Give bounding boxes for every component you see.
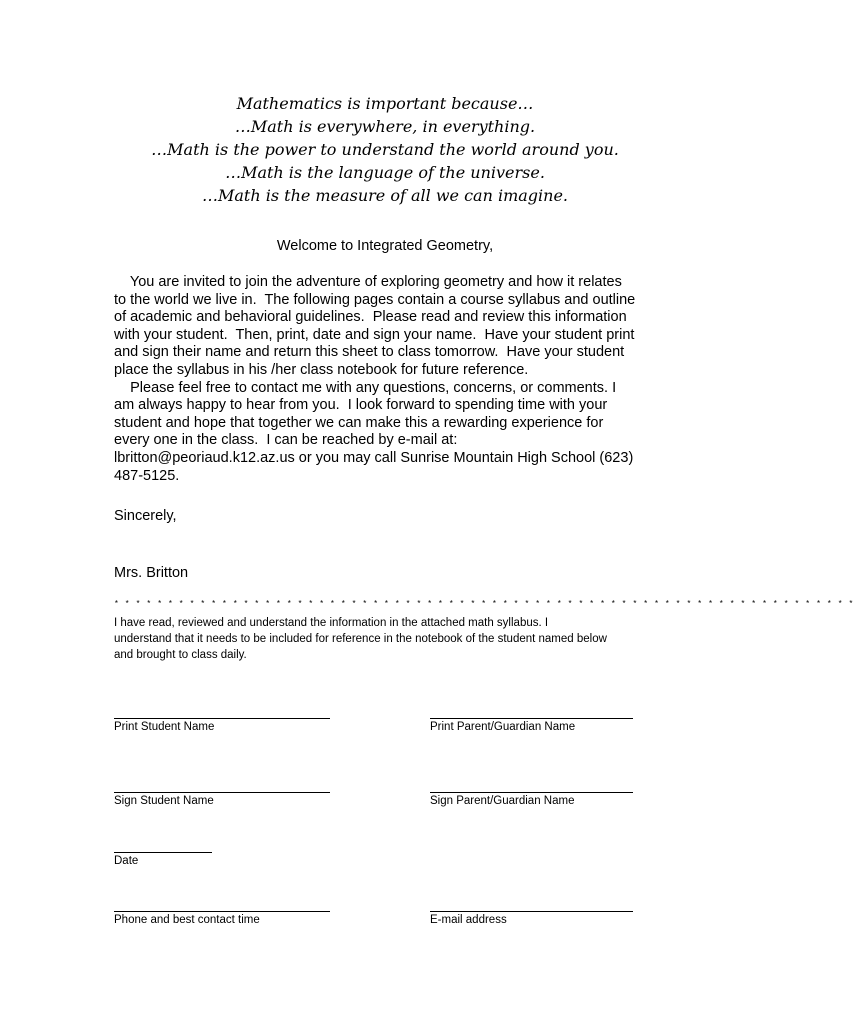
- body-line: place the syllabus in his /her class notebook for future reference.: [114, 361, 529, 378]
- body-line: of academic and behavioral guidelines. Please read and review this information: [114, 309, 627, 326]
- print-student-name-label: Print Student Name: [114, 721, 215, 733]
- sign-parent-name-label: Sign Parent/Guardian Name: [430, 795, 575, 807]
- phone-line[interactable]: [114, 911, 330, 912]
- quote-line: …Math is the power to understand the world around you.: [151, 140, 619, 159]
- email-line: lbritton@peoriaud.k12.az.us or you may call Sunrise Mountain High School (623): [114, 449, 634, 466]
- letter-closing: Sincerely,: [114, 508, 177, 524]
- sign-student-name-label: Sign Student Name: [114, 795, 214, 807]
- body-line: You are invited to join the adventure of exploring geometry and how it relates: [114, 274, 622, 290]
- body-line: to the world we live in. The following pages contain a course syllabus and outline: [114, 291, 636, 308]
- ack-line: and brought to class daily.: [114, 649, 247, 661]
- ack-line: I have read, reviewed and understand the information in the attached math syllabus. I: [114, 617, 549, 629]
- email-address-label: E-mail address: [430, 914, 507, 926]
- print-student-name-line[interactable]: [114, 718, 330, 719]
- date-line[interactable]: [114, 852, 212, 853]
- sign-student-name-line[interactable]: [114, 792, 330, 793]
- letter-body: [114, 274, 654, 485]
- body-line: student and hope that together we can make this a rewarding experience for: [114, 414, 604, 431]
- print-parent-name-line[interactable]: [430, 718, 633, 719]
- body-line: 487-5125.: [114, 467, 180, 484]
- math-quote: [0, 92, 770, 207]
- phone-label: Phone and best contact time: [114, 914, 260, 926]
- quote-line: …Math is everywhere, in everything.: [234, 117, 536, 136]
- quote-line: Mathematics is important because…: [236, 94, 534, 113]
- quote-line: …Math is the language of the universe.: [225, 163, 545, 182]
- letter-signature: Mrs. Britton: [114, 565, 189, 581]
- email-address-line[interactable]: [430, 911, 633, 912]
- print-parent-name-label: Print Parent/Guardian Name: [430, 721, 576, 733]
- body-line: with your student. Then, print, date and sign your name. Have your student print: [114, 326, 635, 343]
- quote-line: …Math is the measure of all we can imagine.: [201, 186, 569, 205]
- sign-parent-name-line[interactable]: [430, 792, 633, 793]
- ack-line: understand that it needs to be included for reference in the notebook of the student named below: [114, 633, 607, 645]
- body-line: and sign their name and return this sheet to class tomorrow. Have your student: [114, 344, 625, 361]
- date-label: Date: [114, 855, 139, 867]
- letter-greeting: Welcome to Integrated Geometry,: [276, 238, 494, 254]
- acknowledgement-statement: [114, 615, 659, 663]
- body-line: Please feel free to contact me with any questions, concerns, or comments. I: [114, 379, 617, 396]
- body-line: am always happy to hear from you. I look forward to spending time with your: [114, 397, 608, 414]
- separator-stars: * * * * * * * * * * * * * * * * * * * * * * * * * * * * * * * * * * * * * * * * * * * * * * * * * * * * * * * * * * * * * * * * * * * * *: [114, 600, 854, 609]
- body-line: every one in the class. I can be reached by e-mail at:: [114, 432, 458, 449]
